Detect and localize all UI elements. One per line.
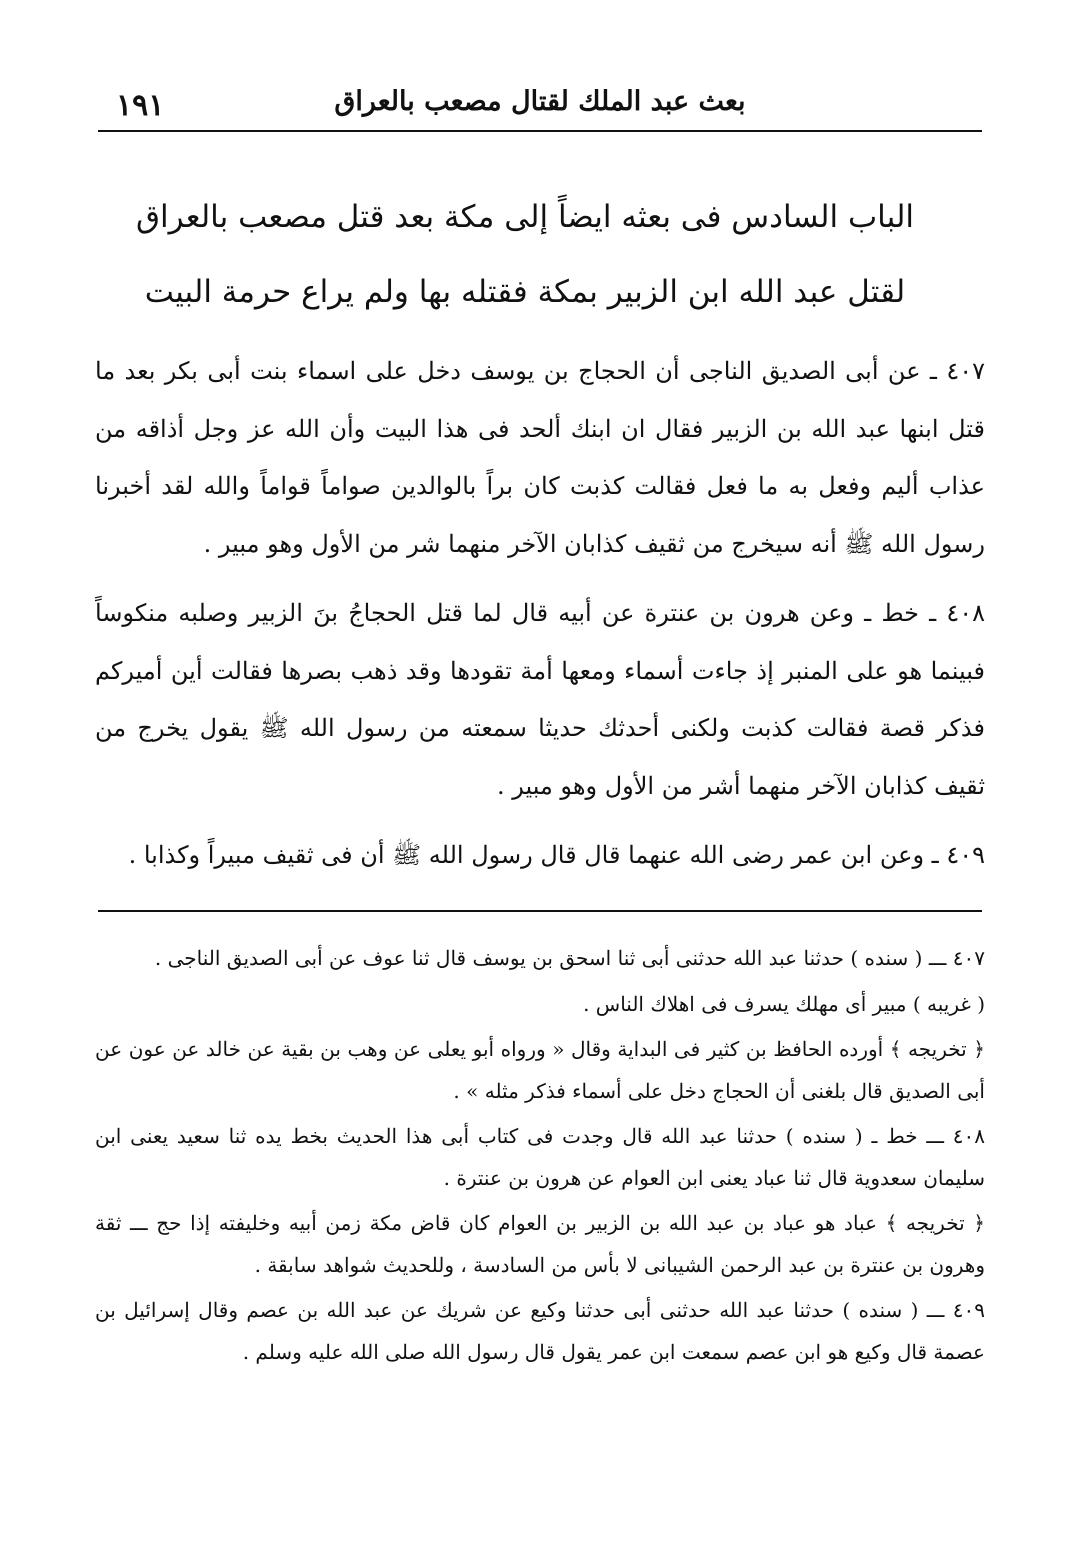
footnote: ﴿ تخريجه ﴾ أورده الحافظ بن كثير فى البداية وقال « ورواه أبو يعلى عن وهب بن بقية عن خالد عن عون عن أبى الصديق قال بلغنى أن الحجاج دخل على أسماء فذكر مثله » . bbox=[95, 1037, 985, 1103]
footnote: ( غريبه ) مبير أى مهلك يسرف فى اهلاك الناس . bbox=[583, 991, 985, 1016]
chapter-title: الباب السادس فى بعثه ايضاً إلى مكة بعد قتل مصعب بالعراق لقتل عبد الله ابن الزبير بمكة فقتله بها ولم يراع حرمة البيت bbox=[135, 199, 915, 310]
hadith-paragraph: ٤٠٧ ـ عن أبى الصديق الناجى أن الحجاج بن يوسف دخل على اسماء بنت أبى بكر بعد ما قتل ابنها عبد الله بن الزبير فقال ان ابنك ألحد فى هذا البيت وأن الله عز وجل أذاقه من عذاب أليم وفعل به ما فعل فقالت كذبت كان براً بالوالدين صواماً قواماً والله لقد أخبرنا رسول الله ﷺ أنه سيخرج من ثقيف كذابان الآخر منهما شر من الأول وهو مبير . bbox=[95, 357, 985, 558]
hadith-paragraph: ٤٠٨ ـ خط ـ وعن هرون بن عنترة عن أبيه قال لما قتل الحجاجُ بنَ الزبير وصلبه منكوساً فبينما هو على المنبر إذ جاءت أسماء ومعها أمة تقودها وقد ذهب بصرها فقالت أين أميركم فذكر قصة فقالت كذبت ولكنى أحدثك حديثا سمعته من رسول الله ﷺ يقول يخرج من ثقيف كذابان الآخر منهما أشر من الأول وهو مبير . bbox=[95, 599, 986, 800]
main-text bbox=[95, 343, 985, 897]
page-number: ١٩١ bbox=[116, 88, 165, 123]
footnote-divider bbox=[98, 910, 982, 912]
footnote: ٤٠٩ ـــ ( سنده ) حدثنا عبد الله حدثنى أبى حدثنا وكيع عن شريك عن عبد الله بن عصم وقال إسرائيل بن عصمة قال وكيع هو ابن عصم سمعت ابن عمر يقول قال رسول الله صلى الله عليه وسلم . bbox=[95, 1298, 985, 1364]
footnote: ٤٠٧ ـــ ( سنده ) حدثنا عبد الله حدثنى أبى ثنا اسحق بن يوسف قال ثنا عوف عن أبى الصديق الناجى . bbox=[154, 946, 985, 970]
footnote: ﴿ تخريجه ﴾ عباد هو عباد بن عبد الله بن الزبير بن العوام كان قاض مكة زمن أبيه وخليفته إذا حج ـــ ثقة وهرون بن عنترة بن عبد الرحمن الشيبانى لا بأس من السادسة ، وللحديث شواهد سابقة . bbox=[95, 1211, 985, 1277]
page-header bbox=[98, 82, 982, 132]
footnote: ٤٠٨ ـــ خط ـ ( سنده ) حدثنا عبد الله قال وجدت فى كتاب أبى هذا الحديث بخط يده ثنا سعيد يعنى ابن سليمان سعدوية قال ثنا عباد يعنى ابن العوام عن هرون بن عنترة . bbox=[95, 1124, 985, 1190]
hadith-paragraph: ٤٠٩ ـ وعن ابن عمر رضى الله عنهما قال قال رسول الله ﷺ أن فى ثقيف مبيراً وكذابا . bbox=[128, 841, 985, 869]
running-title: بعث عبد الملك لقتال مصعب بالعراق bbox=[334, 86, 746, 117]
footnotes bbox=[95, 938, 985, 1377]
